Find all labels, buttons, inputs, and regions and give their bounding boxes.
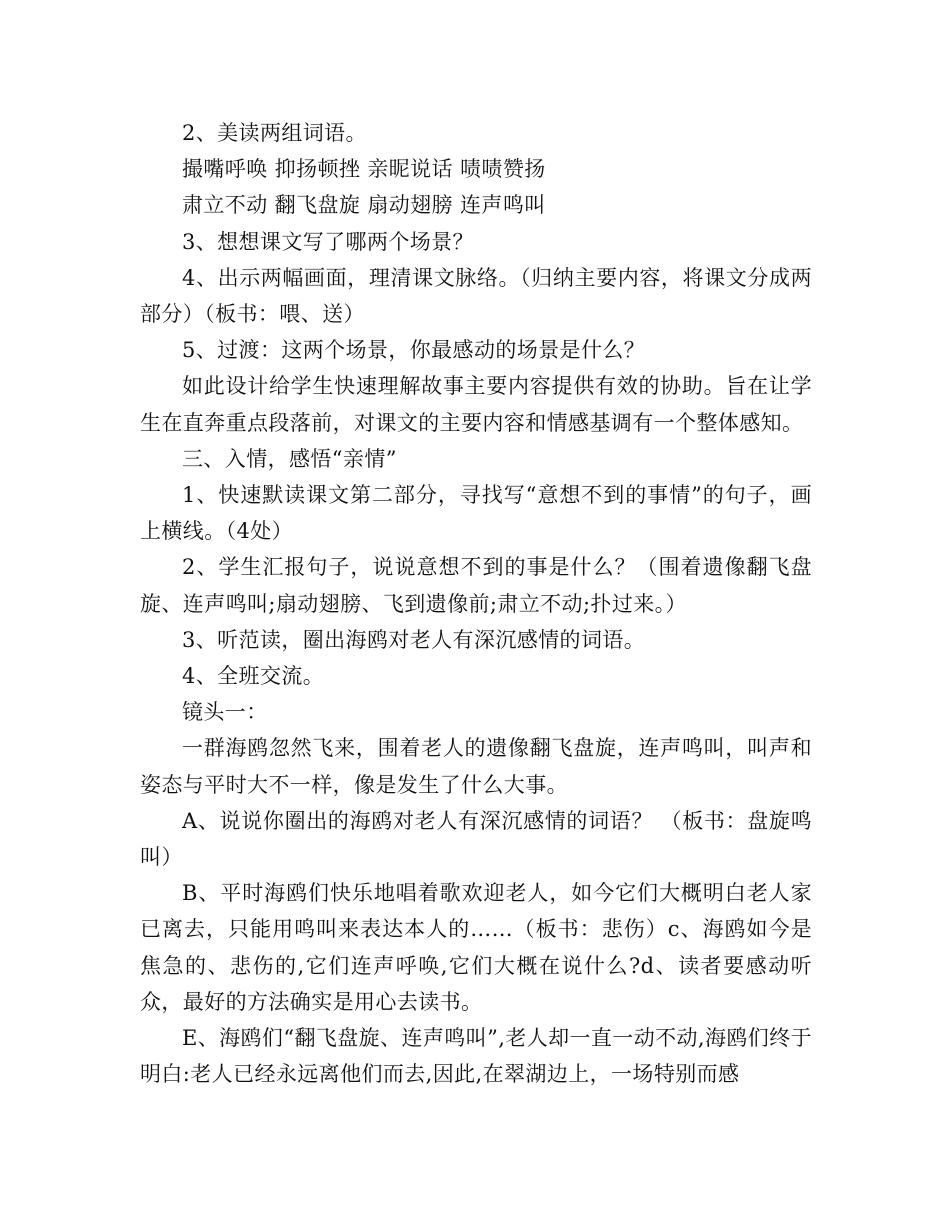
paragraph-2: 撮嘴呼唤 抑扬顿挫 亲昵说话 啧啧赞扬 [182, 157, 546, 182]
paragraph-9: 1、快速默读课文第二部分，寻找写“意想不到的事情”的句子，画上横线。（4处） [140, 483, 812, 544]
paragraph-1: 2、美读两组词语。 [182, 121, 367, 145]
document-body [140, 115, 812, 1092]
paragraph-5: 4、出示两幅画面，理清课文脉络。（归纳主要内容，将课文分成两部分）（板书：喂、送） [140, 265, 812, 327]
paragraph-3: 肃立不动 翻飞盘旋 扇动翅膀 连声鸣叫 [182, 193, 546, 218]
paragraph-16: B、平时海鸥们快乐地唱着歌欢迎老人，如今它们大概明白老人家已离去，只能用鸣叫来表达本人的……（板书：悲伤）c、海鸥如今是焦急的、悲伤的,它们连声呼唤,它们大概在说什么?d、读者要感动听众，最好的方法确实是用心去读书。 [140, 881, 812, 1014]
paragraph-7: 如此设计给学生快速理解故事主要内容提供有效的协助。旨在让学生在直奔重点段落前，对课文的主要内容和情感基调有一个整体感知。 [140, 374, 812, 435]
section-heading: 三、入情，感悟“亲情” [182, 446, 397, 471]
paragraph-17: E、海鸥们“翻飞盘旋、连声鸣叫”,老人却一直一动不动,海鸥们终于明白:老人已经永远离他们而去,因此,在翠湖边上，一场特别而感 [140, 1026, 812, 1087]
paragraph-15: A、说说你圈出的海鸥对老人有深沉感情的词语？ （板书：盘旋鸣叫） [140, 808, 812, 870]
paragraph-12: 4、全班交流。 [182, 664, 325, 689]
paragraph-10: 2、学生汇报句子，说说意想不到的事是什么？（围着遗像翻飞盘旋、连声鸣叫;扇动翅膀、飞到遗像前;肃立不动;扑过来。） [140, 555, 812, 616]
paragraph-4: 3、想想课文写了哪两个场景？ [182, 229, 474, 254]
paragraph-6: 5、过渡：这两个场景，你最感动的场景是什么？ [182, 338, 646, 363]
paragraph-14: 一群海鸥忽然飞来，围着老人的遗像翻飞盘旋，连声鸣叫，叫声和姿态与平时大不一样，像是发生了什么大事。 [140, 736, 812, 797]
subheading-shot-one: 镜头一： [182, 700, 268, 725]
paragraph-11: 3、听范读，圈出海鸥对老人有深沉感情的词语。 [182, 627, 646, 652]
